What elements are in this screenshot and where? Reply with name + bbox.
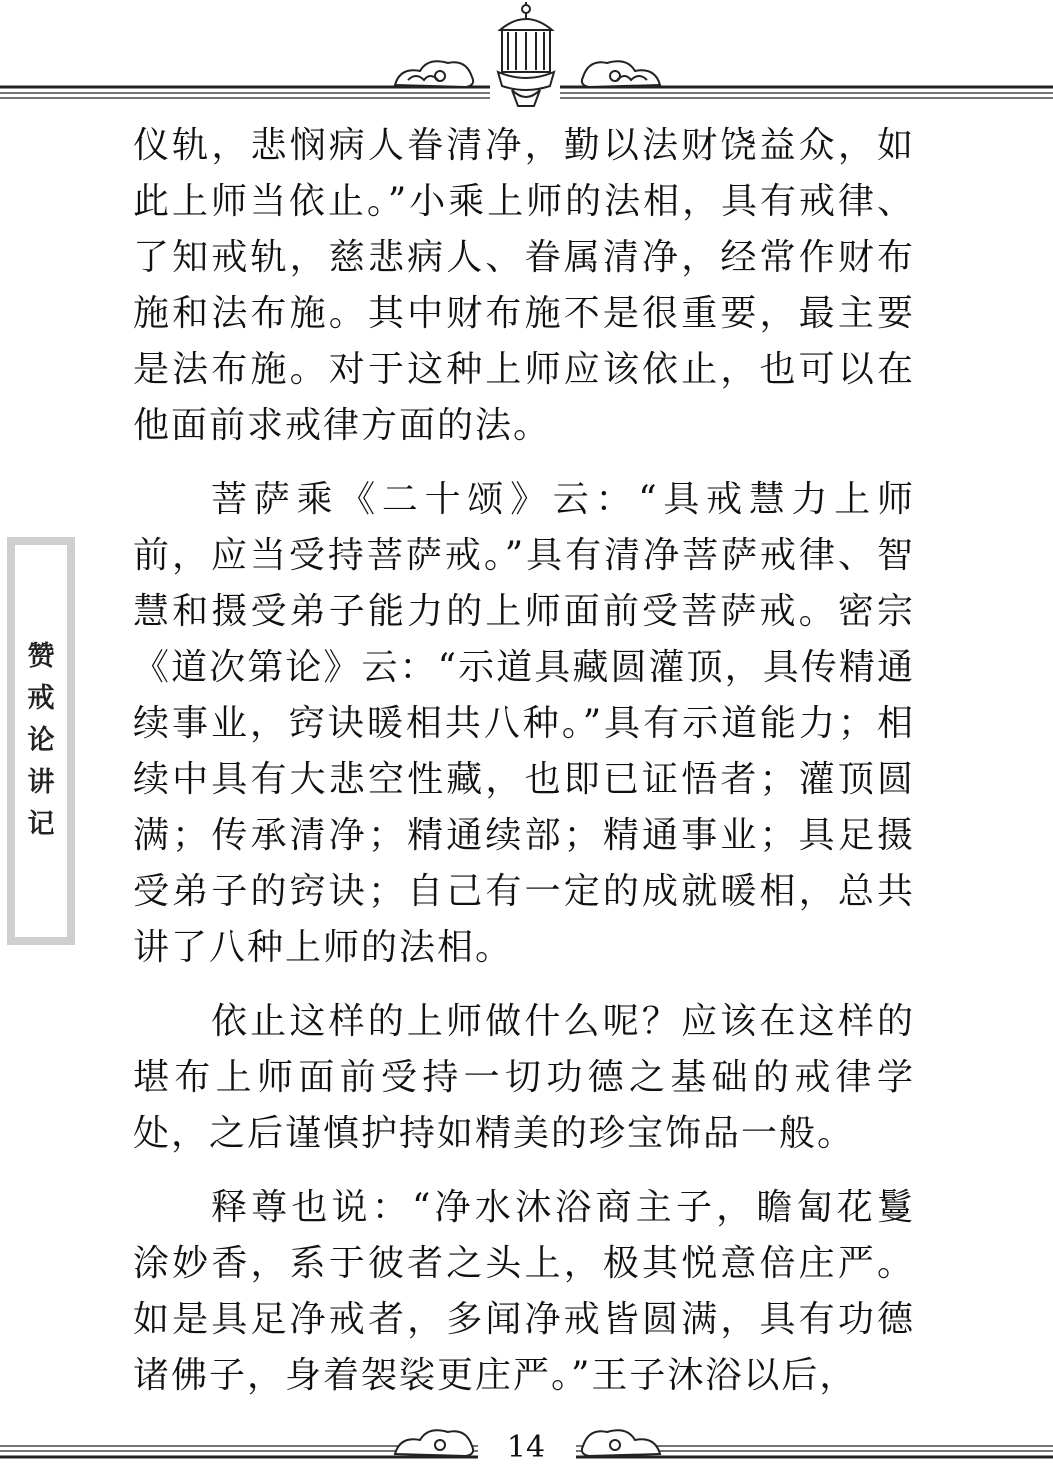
side-tab-char: 戒 [27, 683, 55, 714]
cloud-icon [582, 61, 660, 87]
page-number: 14 [506, 1430, 546, 1465]
side-tab-char: 赞 [27, 641, 55, 672]
side-tab-char: 记 [27, 809, 55, 840]
side-tab-char: 论 [27, 725, 55, 756]
cloud-icon [395, 61, 473, 87]
cloud-icon [395, 1430, 473, 1456]
header-ornament [0, 0, 1053, 120]
side-tab [7, 537, 75, 945]
paragraph: 仪轨，悲悯病人眷清净，勤以法财饶益众，如此上师当依止。”小乘上师的法相，具有戒律、了知戒轨，慈悲病人、眷属清净，经常作财布施和法布施。其中财布施不是很重要，最主要是法布施。对于这种上师应该依止，也可以在他面前求戒律方面的法。 [133, 125, 915, 446]
side-tab-inner [15, 545, 67, 937]
side-tab-char: 讲 [27, 767, 55, 798]
paragraph: 释尊也说：“净水沐浴商主子，瞻匐花鬘涂妙香，系于彼者之头上，极其悦意倍庄严。如是具足净戒者，多闻净戒皆圆满，具有功德诸佛子，身着袈裟更庄严。”王子沐浴以后， [133, 1187, 915, 1396]
page-body [133, 118, 915, 1422]
paragraph: 依止这样的上师做什么呢？应该在这样的堪布上师面前受持一切功德之基础的戒律学处，之后谨慎护持如精美的珍宝饰品一般。 [133, 1001, 915, 1154]
cloud-icon [582, 1430, 660, 1456]
paragraph: 菩萨乘《二十颂》云：“具戒慧力上师前，应当受持菩萨戒。”具有清净菩萨戒律、智慧和摄受弟子能力的上师面前受菩萨戒。密宗《道次第论》云：“示道具藏圆灌顶，具传精通续事业，窍诀暖相共八种。”具有示道能力；相续中具有大悲空性藏，也即已证悟者；灌顶圆满；传承清净；精通续部；精通事业；具足摄受弟子的窍诀；自己有一定的成就暖相，总共讲了八种上师的法相。 [133, 479, 915, 968]
